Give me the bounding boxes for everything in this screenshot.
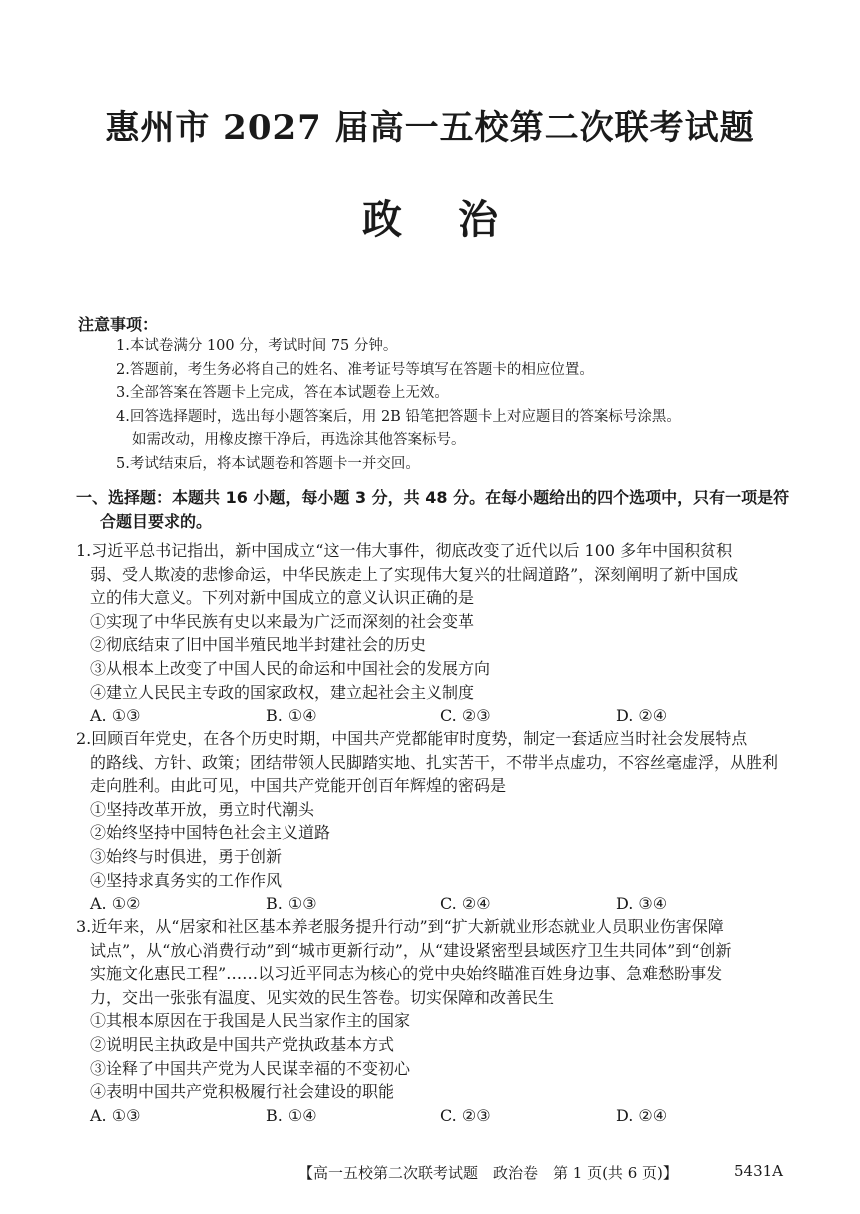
section-heading-line: 一、选择题：本题共 16 小题，每小题 3 分，共 48 分。在每小题给出的四个选项中，只有一项是符 bbox=[76, 488, 790, 507]
stem-line: 实施文化惠民工程”……以习近平同志为核心的党中央始终瞄准百姓身边事、急难愁盼事发 bbox=[90, 964, 723, 984]
statement-option: ③始终与时俱进，勇于创新 bbox=[90, 846, 283, 866]
notice-item: 1.本试卷满分 100 分，考试时间 75 分钟。 bbox=[116, 338, 398, 354]
statement-option: ④表明中国共产党积极履行社会建设的职能 bbox=[90, 1082, 395, 1102]
footer-code: 5431A bbox=[734, 1162, 784, 1180]
statement-option: ③诠释了中国共产党为人民谋幸福的不变初心 bbox=[90, 1058, 411, 1078]
stem-line: 力，交出一张张有温度、见实效的民生答卷。切实保障和改善民生 bbox=[90, 987, 555, 1007]
notice-item: 2.答题前，考生务必将自己的姓名、准考证号等填写在答题卡的相应位置。 bbox=[116, 361, 594, 378]
exam-subject: 政治 bbox=[362, 196, 554, 243]
question-1 bbox=[76, 539, 788, 728]
choice-a: A. ①③ bbox=[90, 1105, 141, 1125]
choice-d: D. ②④ bbox=[616, 706, 668, 726]
notice-item-continuation: 如需改动，用橡皮擦干净后，再选涂其他答案标号。 bbox=[132, 432, 466, 448]
statement-option: ①其根本原因在于我国是人民当家作主的国家 bbox=[90, 1011, 411, 1031]
answer-choices bbox=[76, 1104, 788, 1128]
notice-list bbox=[116, 335, 796, 476]
statement-option: ①坚持改革开放，勇立时代潮头 bbox=[90, 799, 315, 819]
stem-line: 弱、受人欺凌的悲惨命运，中华民族走上了实现伟大复兴的壮阔道路”，深刻阐明了新中国成 bbox=[90, 564, 739, 584]
notice-heading: 注意事项： bbox=[78, 315, 159, 334]
answer-choices bbox=[76, 892, 788, 916]
statement-option: ④建立人民民主专政的国家政权，建立起社会主义制度 bbox=[90, 682, 475, 702]
choice-c: C. ②④ bbox=[440, 894, 491, 914]
stem-line: 的路线、方针、政策；团结带领人民脚踏实地、扎实苦干，不带半点虚功，不容丝毫虚浮，从胜利 bbox=[90, 752, 779, 772]
choice-d: D. ③④ bbox=[616, 894, 668, 914]
statement-option: ③从根本上改变了中国人民的命运和中国社会的发展方向 bbox=[90, 658, 491, 678]
notice-item: 3.全部答案在答题卡上完成，答在本试题卷上无效。 bbox=[116, 385, 449, 401]
choice-b: B. ①④ bbox=[266, 706, 317, 726]
notice-item: 4.回答选择题时，选出每小题答案后，用 2B 铅笔把答题卡上对应题目的答案标号涂黑。 bbox=[116, 408, 681, 425]
stem-line: 走向胜利。由此可见，中国共产党能开创百年辉煌的密码是 bbox=[90, 776, 507, 796]
choice-c: C. ②③ bbox=[440, 706, 491, 726]
choice-a: A. ①② bbox=[90, 894, 141, 914]
stem-line: 2.回顾百年党史，在各个历史时期，中国共产党都能审时度势，制定一套适应当时社会发展特点 bbox=[76, 729, 748, 748]
question-2 bbox=[76, 727, 788, 916]
statement-option: ④坚持求真务实的工作作风 bbox=[90, 870, 283, 890]
choice-b: B. ①④ bbox=[266, 1105, 317, 1125]
section-heading bbox=[76, 486, 788, 534]
question-stem bbox=[76, 727, 788, 798]
statement-option: ②始终坚持中国特色社会主义道路 bbox=[90, 823, 331, 843]
answer-choices bbox=[76, 704, 788, 728]
statement-option: ②说明民主执政是中国共产党执政基本方式 bbox=[90, 1034, 395, 1054]
question-stem bbox=[76, 915, 788, 1009]
statement-option: ②彻底结束了旧中国半殖民地半封建社会的历史 bbox=[90, 635, 427, 655]
choice-b: B. ①③ bbox=[266, 894, 317, 914]
question-3 bbox=[76, 915, 788, 1127]
stem-line: 立的伟大意义。下列对新中国成立的意义认识正确的是 bbox=[90, 588, 475, 608]
stem-line: 3.近年来，从“居家和社区基本养老服务提升行动”到“扩大新就业形态就业人员职业伤害保障 bbox=[76, 917, 724, 936]
footer-page-info: 【高一五校第二次联考试题 政治卷 第 1 页(共 6 页)】 bbox=[298, 1164, 678, 1182]
statement-option: ①实现了中华民族有史以来最为广泛而深刻的社会变革 bbox=[90, 611, 475, 631]
notice-item: 5.考试结束后，将本试题卷和答题卡一并交回。 bbox=[116, 455, 420, 472]
section-heading-line: 合题目要求的。 bbox=[100, 512, 213, 531]
exam-title: 惠州市 2027 届高一五校第二次联考试题 bbox=[105, 108, 755, 148]
question-stem bbox=[76, 539, 788, 610]
stem-line: 试点”，从“放心消费行动”到“城市更新行动”，从“建设紧密型县域医疗卫生共同体”到“创新 bbox=[90, 940, 732, 960]
choice-d: D. ②④ bbox=[616, 1105, 668, 1125]
choice-a: A. ①③ bbox=[90, 706, 141, 726]
stem-line: 1.习近平总书记指出，新中国成立“这一伟大事件，彻底改变了近代以后 100 多年中国积贫积 bbox=[76, 541, 733, 560]
choice-c: C. ②③ bbox=[440, 1105, 491, 1125]
